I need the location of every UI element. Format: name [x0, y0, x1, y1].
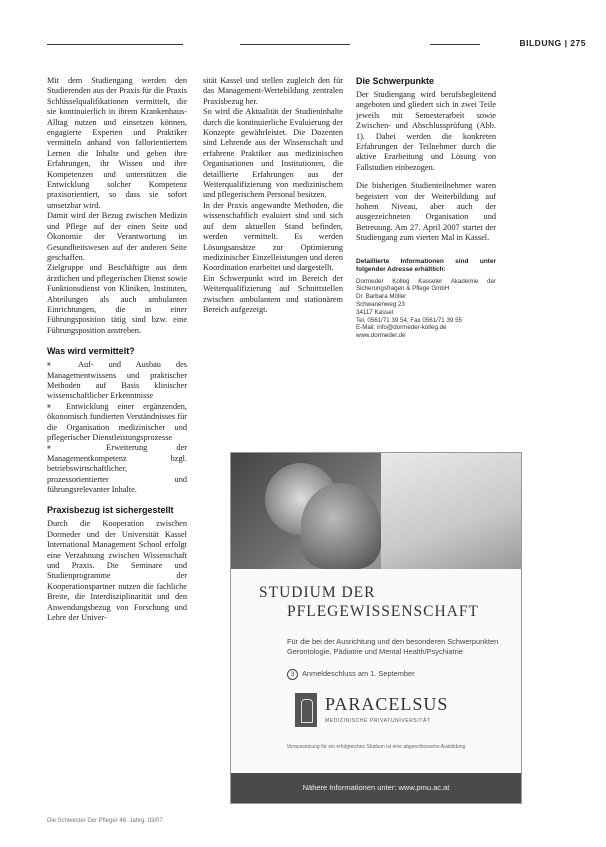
ad-title-line: PFLEGEWISSENSCHAFT: [287, 603, 479, 620]
ad-fineprint: Voraussetzung für ein erfolgreiches Studium ist eine abgeschlossene Ausbildung: [286, 744, 466, 750]
contact-line: Dormeder Kolleg Kasseler Akademie der Sicherungsfragen & Pflege GmbH: [356, 277, 496, 293]
ad-title-line: STUDIUM DER: [259, 584, 376, 601]
nurse-shape: [381, 453, 521, 569]
paragraph: Durch die Kooperation zwischen Dormeder und der Universität Kassel International Management School erfolgt eine Verzahnung zwischen Wissenschaft und Praxis. Die Seminare und Studienprogramme der Kooperationspartner nutzen die fachliche Breite, die Interdisziplinarität und den Anwendungsbezug von Forschung und Lehre der Univer-: [47, 519, 187, 623]
page-footer: Die Schwester Der Pfleger 46. Jahrg. 03/07: [47, 818, 163, 824]
section-heading-praxisbezug: Praxisbezug ist sichergestellt: [47, 505, 174, 516]
contact-line: E-Mail: info@dormeder-kolleg.de: [356, 324, 447, 332]
header-rule-left: [47, 44, 183, 45]
ad-title: [259, 583, 479, 621]
advertisement: [230, 452, 522, 804]
column-right: [356, 76, 496, 340]
section-heading-schwerpunkte: Die Schwerpunkte: [356, 76, 435, 86]
paragraph: So wird die Aktualität der Studieninhalte durch die kontinuierliche Evaluierung der Konzepte gewährleistet. Die Dozenten sind Lehrende aus der Wissenschaft und erfahrene Praktiker aus medizinischen Organisationen und Institutionen, die detaillierte Erfahrungen aus der Weiterqualifizierung von medizinischem und pflegerischem Personal besitzen.: [203, 107, 343, 200]
paragraph: Mit dem Studiengang werden den Studierenden aus der Praxis für die Praxis Schlüsselqualifikationen vermittelt, die sie kontinuierlich in ihrem Krankenhaus-Alltag nutzen und einsetzen können, engagierte Experten und Praktiker vermitteln anhand von fallorientiertem Lernen die Inhalte und geben ihre Erfahrungen, ihr Wissen und ihre Kompetenzen und unterstützen die Entwicklung solcher Kompetenz praxisorientiert, so dass sie sofort umsetzbar wird.: [47, 76, 187, 210]
logo-brand: PARACELSUS: [325, 694, 449, 714]
logo-tagline: MEDIZINISCHE PRIVATUNIVERSITÄT: [325, 718, 431, 724]
bullet-item: ■ Auf- und Ausbau des Managementwissens und praktischer Methoden auf Basis klinischer wissenschaftlicher Erkenntnisse: [47, 360, 187, 402]
contact-line: Tel. 0561/71 39 54, Fax 0561/71 39 55: [356, 316, 462, 324]
paragraph: Ein Schwerpunkt wird im Bereich der Weiterqualifizierung auf Schnittstellen zwischen ambulantem und stationärem Bereich aufgezeigt.: [203, 273, 343, 314]
header-rule-mid: [240, 44, 350, 45]
paracelsus-logo: [295, 693, 495, 731]
column-left: [47, 76, 187, 624]
header-rule-right: [430, 44, 480, 45]
ad-subtitle: Für die bei der Ausrichtung und den besonderen Schwerpunkten Gerontologie, Pädiatrie und Mental Health/Psychiatrie: [287, 637, 499, 656]
paragraph: Damit wird der Bezug zwischen Medizin und Pflege auf der einen Seite und Ökonomie der Verantwortung im Gesundheitswesen auf der anderen Seite geschaffen.: [47, 211, 187, 262]
contact-url[interactable]: www.dormeder.de: [356, 332, 406, 340]
number-circle-icon: 3: [287, 669, 298, 680]
bullet-item: ■ Erweiterung der Managementkompetenz bzgl. betriebswirtschaftlicher, prozessorientierter und führungsrelevanter Inhalte.: [47, 443, 187, 495]
ad-deadline: [287, 669, 415, 680]
paragraph: Der Studiengang wird berufsbegleitend angeboten und gliedert sich in zwei Teile jeweils mit Semesterarbeit sowie Zwischen- und Abschlussprüfung (Abb. 1). Dabei werden die konkreten Erfahrungen der Teilnehmer durch die aktive Erarbeitung und Lösung von Fallstudien einbezogen.: [356, 90, 496, 172]
patient-shape: [301, 483, 381, 569]
contact-line: Schwanenweg 23: [356, 301, 405, 309]
paragraph: sität Kassel und stellen zugleich den für das Management-Wertebildung zentralen Praxisbezug her.: [203, 76, 343, 106]
paragraph: In der Praxis angewandte Methoden, die wissenschaftlich evaluiert sind und sich auf dem aktuellen Stand befinden, werden vermittelt. Es werden Lösungsansätze zur Optimierung medizinischer Einzelleistungen und deren Koordination erarbeitet und dargestellt.: [203, 200, 343, 273]
running-head: BILDUNG | 275: [519, 38, 586, 48]
column-middle: [203, 76, 343, 315]
ad-photo: [231, 453, 521, 569]
paragraph: Zielgruppe und Beschäftigte aus dem ärztlichen und pflegerischen Dienst sowie Funktionsdienst von Kliniken, Instituten, Abteilungen als auch ambulanten Einrichtungen, die in einer Führungsposition tätig sind bzw. eine Führungsposition anstreben.: [47, 263, 187, 335]
contact-line: 34117 Kassel: [356, 308, 394, 316]
ad-deadline-text: Anmeldeschluss am 1. September: [302, 669, 415, 678]
contact-title: Detaillierte Informationen sind unter folgender Adresse erhältlich:: [356, 257, 496, 273]
bullet-item: ■ Entwicklung einer ergänzenden, ökonomisch fundierten Verständnisses für die Organisation medizinischer und pflegerischer Dienstleistungsprozesse: [47, 402, 187, 444]
contact-line: Dr. Barbara Möller: [356, 293, 407, 301]
contact-block: [356, 278, 496, 340]
paragraph: Die bisherigen Studienteilnehmer waren begeistert von der Weiterbildung auf hohem Niveau, aber auch der ausgezeichneten Organisation und Betreuung. Am 27. April 2007 startet der Studiengang zum vierten Mal in Kassel.: [356, 181, 496, 243]
logo-mark-icon: [295, 693, 317, 727]
ad-info-bar[interactable]: Nähere Informationen unter: www.pmu.ac.at: [231, 773, 521, 803]
section-heading-was-wird-vermittelt: Was wird vermittelt?: [47, 346, 135, 357]
